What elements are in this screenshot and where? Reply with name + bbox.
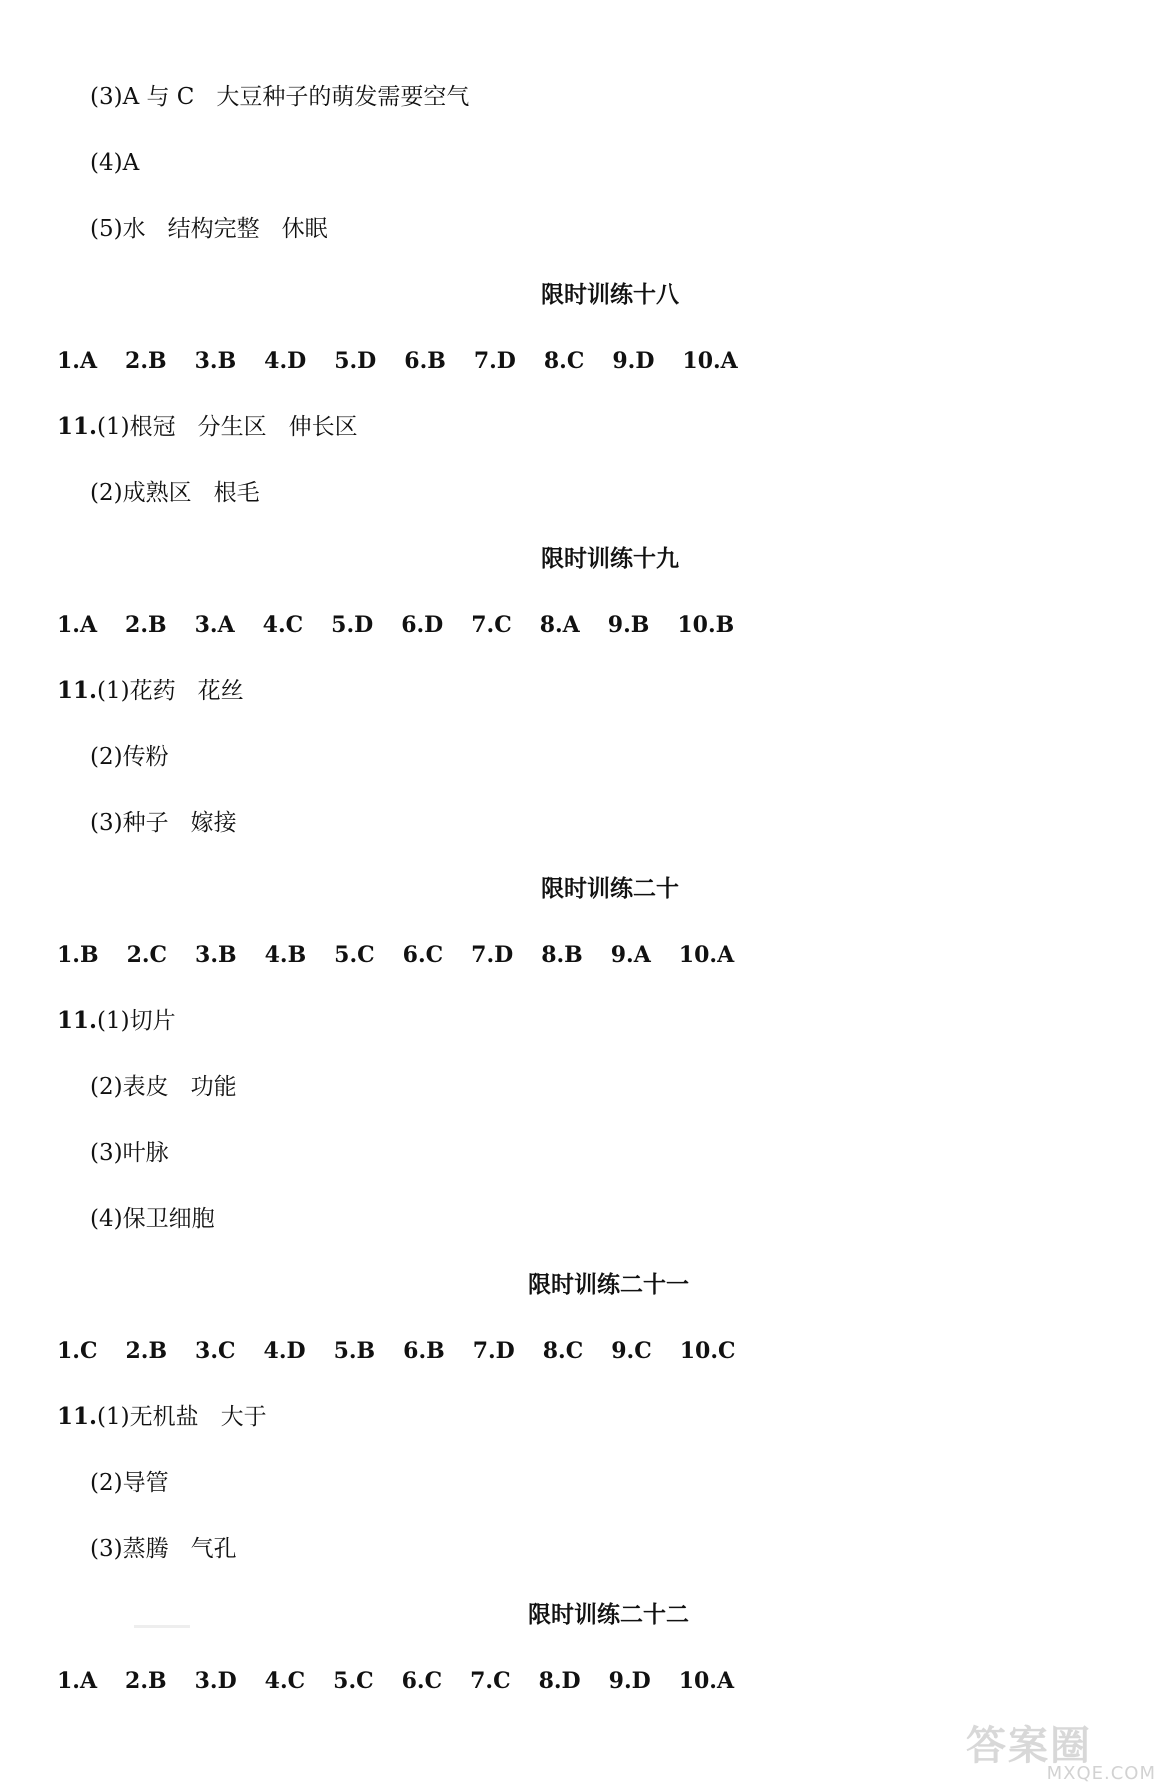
mcq-answer: 5.B [333, 1338, 376, 1364]
mcq-answer: 4.B [264, 942, 307, 968]
section-title: 限时训练十九 [541, 546, 679, 572]
mcq-answer: 7.D [473, 348, 516, 374]
mcq-answer: 6.C [401, 1668, 443, 1694]
mcq-answer: 7.C [471, 612, 512, 638]
q11-line: 11.(1)切片 [57, 1007, 176, 1034]
mcq-answer: 5.C [333, 1668, 374, 1694]
section-title: 限时训练十八 [541, 282, 679, 308]
mcq-answer: 6.B [403, 1338, 445, 1364]
section-title: 限时训练二十二 [528, 1602, 689, 1628]
mcq-answer: 8.D [538, 1668, 581, 1694]
q11-line: (2)传粉 [90, 744, 169, 770]
mcq-answer: 2.B [125, 1338, 168, 1364]
q11-line: (3)蒸腾 气孔 [90, 1536, 237, 1562]
mcq-answer: 6.D [401, 612, 444, 638]
mcq-answer: 6.C [402, 942, 444, 968]
answer-line: (5)水 结构完整 休眠 [90, 216, 328, 242]
mcq-answer: 8.C [542, 1338, 584, 1364]
mcq-answer: 9.C [611, 1338, 652, 1364]
mcq-answer: 7.D [472, 1338, 515, 1364]
answer-line: (3)A 与 C 大豆种子的萌发需要空气 [90, 84, 470, 110]
q11-line: 11.(1)花药 花丝 [57, 677, 244, 704]
scan-smudge [134, 1625, 190, 1628]
mcq-answer: 4.D [264, 348, 307, 374]
mcq-answer: 1.B [57, 942, 99, 968]
mcq-answer: 1.A [57, 1668, 98, 1694]
mcq-answer: 8.A [539, 612, 580, 638]
mcq-answer: 10.B [677, 612, 735, 638]
q11-line: 11.(1)无机盐 大于 [57, 1403, 267, 1430]
mcq-answer-row [57, 346, 766, 376]
mcq-answer: 5.C [334, 942, 375, 968]
watermark-logo [966, 1714, 1156, 1784]
mcq-answer-row [57, 940, 762, 970]
mcq-answer: 3.B [195, 942, 237, 968]
q11-line: (3)种子 嫁接 [90, 810, 237, 836]
mcq-answer: 10.A [682, 348, 738, 374]
mcq-answer: 2.B [125, 1668, 167, 1694]
mcq-answer: 10.C [679, 1338, 736, 1364]
mcq-answer: 5.D [331, 612, 374, 638]
q11-line: (2)导管 [90, 1470, 169, 1496]
mcq-answer: 10.A [678, 1668, 735, 1694]
mcq-answer-row [57, 1666, 762, 1696]
mcq-answer: 3.A [194, 612, 235, 638]
watermark-url: MXQE.COM [1046, 1763, 1156, 1784]
mcq-answer: 7.C [470, 1668, 511, 1694]
mcq-answer: 5.D [334, 348, 377, 374]
mcq-answer-row [57, 1336, 764, 1366]
mcq-answer-row [57, 610, 762, 640]
mcq-answer: 4.C [262, 612, 304, 638]
mcq-answer: 8.B [541, 942, 583, 968]
q11-line: 11.(1)根冠 分生区 伸长区 [57, 413, 358, 440]
mcq-answer: 2.B [125, 612, 167, 638]
mcq-answer: 3.D [194, 1668, 237, 1694]
mcq-answer: 2.B [125, 348, 167, 374]
mcq-answer: 1.C [57, 1338, 98, 1364]
q11-line: (2)表皮 功能 [90, 1074, 237, 1100]
mcq-answer: 10.A [678, 942, 735, 968]
mcq-answer: 8.C [543, 348, 585, 374]
mcq-answer: 4.D [263, 1338, 306, 1364]
q11-line: (2)成熟区 根毛 [90, 480, 260, 506]
mcq-answer: 3.B [194, 348, 237, 374]
mcq-answer: 4.C [264, 1668, 306, 1694]
section-title: 限时训练二十一 [528, 1272, 689, 1298]
mcq-answer: 9.D [608, 1668, 651, 1694]
mcq-answer: 7.D [471, 942, 514, 968]
mcq-answer: 1.A [57, 612, 98, 638]
answer-line: (4)A [90, 150, 140, 176]
mcq-answer: 9.A [610, 942, 651, 968]
mcq-answer: 2.C [126, 942, 168, 968]
mcq-answer: 6.B [404, 348, 446, 374]
watermark-text: 答案圈 [966, 1723, 1092, 1769]
mcq-answer: 1.A [57, 348, 98, 374]
mcq-answer: 9.B [607, 612, 650, 638]
mcq-answer: 3.C [195, 1338, 236, 1364]
q11-line: (4)保卫细胞 [90, 1206, 215, 1232]
section-title: 限时训练二十 [541, 876, 679, 902]
mcq-answer: 9.D [612, 348, 655, 374]
q11-line: (3)叶脉 [90, 1140, 169, 1166]
